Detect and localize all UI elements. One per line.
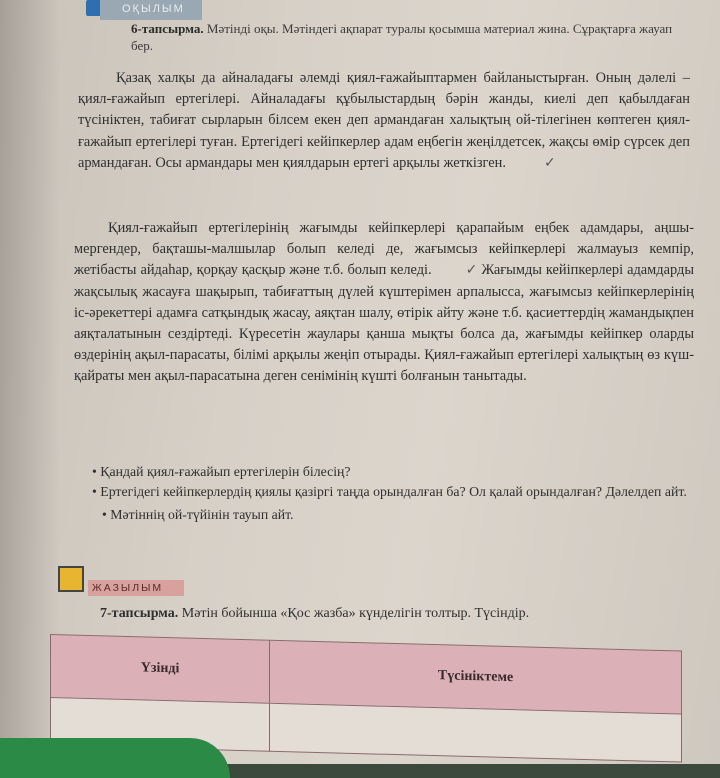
writing-section-tag: ЖАЗЫЛЫМ (88, 580, 184, 596)
background-object (0, 738, 230, 778)
question-item: • Қандай қиял-ғажайып ертегілерін білесің? (92, 464, 351, 479)
table-cell-comment[interactable] (270, 703, 682, 762)
check-mark-icon: ✓ (543, 154, 556, 171)
task-7-instruction (100, 606, 700, 622)
check-mark-icon: ✓ (465, 262, 478, 279)
reading-section-tag: ОҚЫЛЫМ (100, 0, 202, 20)
table-header-excerpt: Үзінді (51, 635, 270, 704)
pencil-icon (58, 566, 84, 592)
task-6-label: 6-тапсырма. (131, 21, 204, 36)
question-item: • Мәтіннің ой-түйінін тауып айт. (102, 507, 294, 522)
paragraph-1 (78, 68, 690, 174)
table-header-comment: Түсініктеме (270, 640, 682, 714)
question-item: • Ертегідегі кейіпкерлердің қиялы қазіргі таңда орындалған ба? Ол қалай орындалған? Дәлелдеп айт. (92, 484, 687, 499)
paragraph-2b-text: Жағымды кейіпкерлері адамдарды жақсылық жасауға шақырып, табиғаттың дүлей күштерімен арпалысса, жағымсыз кейіпкерлерінің іс-әрекеттері адамға сатқындық жасау, аяқтан шалу, өтірік айту және т.б. қасиеттердің жамандықпен аяқталатынын сездіртеді. Күресетін жаулары қанша мықты болса да, жағымды кейіпкер оларды өздерінің ақыл-парасаты, білімі арқылы жеңіп отырады. Қиял-ғажайып ертегілері халықтың өз күш-қайраты мен ақыл-парасатына деген сенімінің күшті болғанын танытады. (74, 262, 694, 385)
task-6-text: Мәтінді оқы. Мәтіндегі ақпарат туралы қосымша материал жина. Сұрақтарға жауап бер. (131, 21, 673, 53)
task-6-instruction (131, 20, 691, 54)
paragraph-2a-text: Қиял-ғажайып ертегілерінің жағымды кейіпкерлері қарапайым еңбек адамдары, аңшы-мергендер, бақташы-малшылар болып келеді де, жағымсыз кейіпкерлері жалмауыз кемпір, жетібасты айдаһар, қорқау қасқыр және т.б. болып келеді. (74, 220, 694, 279)
task-7-text: Мәтін бойынша «Қос жазба» күнделігін толтыр. Түсіндір. (181, 606, 530, 621)
question-list (78, 462, 698, 525)
paragraph-1-text: Қазақ халқы да айналадағы әлемді қиял-ғажайыптармен байланыстырған. Оның дәлелі – қиял-ғажайып ертегілері. Айналадағы құбылыстардың бәрін жанды, киелі деп қабылдаған түсініктен, табиғат сырларын білсем екен деп армандаған халықтың ой-тілегінен көптеген қиял-ғажайып ертегілері туған. Ертегідегі кейіпкерлер адам еңбегін жеңілдетсек, жақсы өмір сүрсек деп армандаған. Осы армандары мен қиялдарын ертегі арқылы жеткізген. (78, 70, 690, 171)
task-7-label: 7-тапсырма. (100, 606, 179, 621)
paragraph-2 (74, 218, 694, 388)
